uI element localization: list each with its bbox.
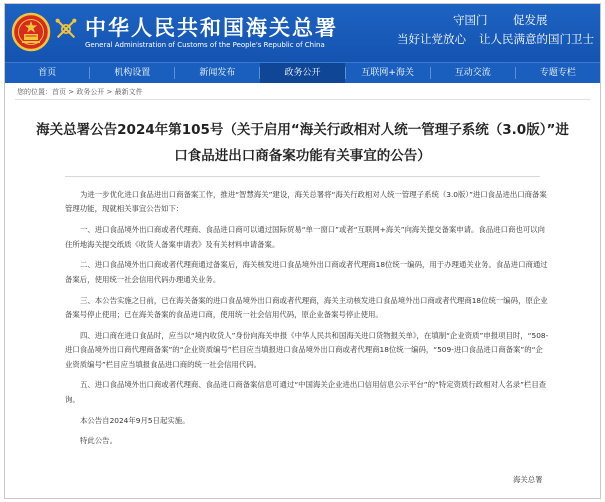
nav-home[interactable]: 首页 [38, 68, 57, 78]
article-paragraph: 二、进口食品境外出口商或者代理商通过备案后，海关核发进口食品境外出口商或者代理商18位统一编码，用于办理通关业务。食品进口商通过备案后，使用统一社会信用代码办理通关业务。 [65, 260, 548, 284]
nav-government-affairs[interactable]: 政务公开 [260, 63, 344, 83]
article-paragraph: 四、进口商在进口食品时，应当以“境内收货人”身份向海关申报《中华人民共和国海关进口货物报关单》，在填制“企业资质”申报项目时，“508-进口食品境外出口商代理商备案”的“企业资质编号”栏目应当填报进口食品境外出口商或者代理商18位统一编码，“509-进口食品进口商备案”的“企业资质编号”栏目应当填报食品进口商的统一社会信用代码。 [65, 330, 549, 369]
national-emblem-icon[interactable] [11, 12, 51, 52]
nav-news[interactable]: 新闻发布 [199, 68, 236, 78]
site-logo-subtitle: General Administration of Customs of the People's Republic of China [85, 41, 325, 49]
nav-internet-customs[interactable]: 互联网+海关 [361, 68, 414, 78]
slogan-2: 促发展 [513, 13, 548, 27]
site-header [5, 4, 600, 62]
slogan-1: 守国门 [453, 13, 488, 27]
article-paragraph: 为进一步优化进口食品进出口商备案工作，推进“智慧海关”建设，海关总署将“海关行政相对人统一管理子系统（3.0版）”进口食品进出口商备案管理功能，现就相关事宜公告如下： [65, 190, 547, 214]
article-paragraph: 三、本公告实施之日前，已在海关备案的进口食品境外出口商或者代理商，海关主动核发进口食品境外出口商或者代理商18位统一编码，原企业备案号停止使用；已在海关备案的食品进口商，使用统一社会信用代码，原企业备案号停止使用。 [65, 295, 548, 320]
nav-organization[interactable]: 机构设置 [114, 68, 151, 78]
breadcrumb-divider [15, 99, 590, 100]
nav-interaction[interactable]: 互动交流 [454, 68, 491, 78]
customs-emblem-icon [53, 16, 79, 42]
article-body [65, 188, 550, 455]
slogan-4: 让人民满意的国门卫士 [479, 32, 594, 46]
site-logo-title[interactable]: 中华人民共和国海关总署 [85, 15, 338, 40]
article-paragraph: 五、进口食品境外出口商或者代理商、食品进口商备案信息可通过“中国海关企业进出口信用信息公示平台”的“特定资质行政相对人名录”栏目查询。 [65, 380, 547, 404]
article-paragraph: 本公告自2024年9月5日起实施。 [80, 415, 190, 425]
article-signature: 海关总署 [513, 475, 543, 484]
article-paragraph: 一、进口食品境外出口商或者代理商、食品进口商可以通过国际贸易“单一窗口”或者“互联网+海关”向海关提交备案申请。食品进口商也可以向住所地海关提交纸质《收货人备案申请表》及有关材料申请备案。 [65, 225, 545, 249]
page-frame [4, 3, 601, 499]
nav-special-topics[interactable]: 专题专栏 [539, 68, 576, 78]
breadcrumb[interactable]: 您的位置：首页 > 政务公开 > 最新文件 [17, 88, 143, 96]
title-divider [65, 176, 540, 177]
slogan-3: 当好让党放心 [397, 32, 466, 46]
main-nav [5, 62, 600, 83]
article-paragraph: 特此公告。 [80, 436, 117, 446]
article-title: 海关总署公告2024年第105号（关于启用“海关行政相对人统一管理子系统（3.0版）”进口食品进出口商备案功能有关事宜的公告） [36, 122, 569, 164]
